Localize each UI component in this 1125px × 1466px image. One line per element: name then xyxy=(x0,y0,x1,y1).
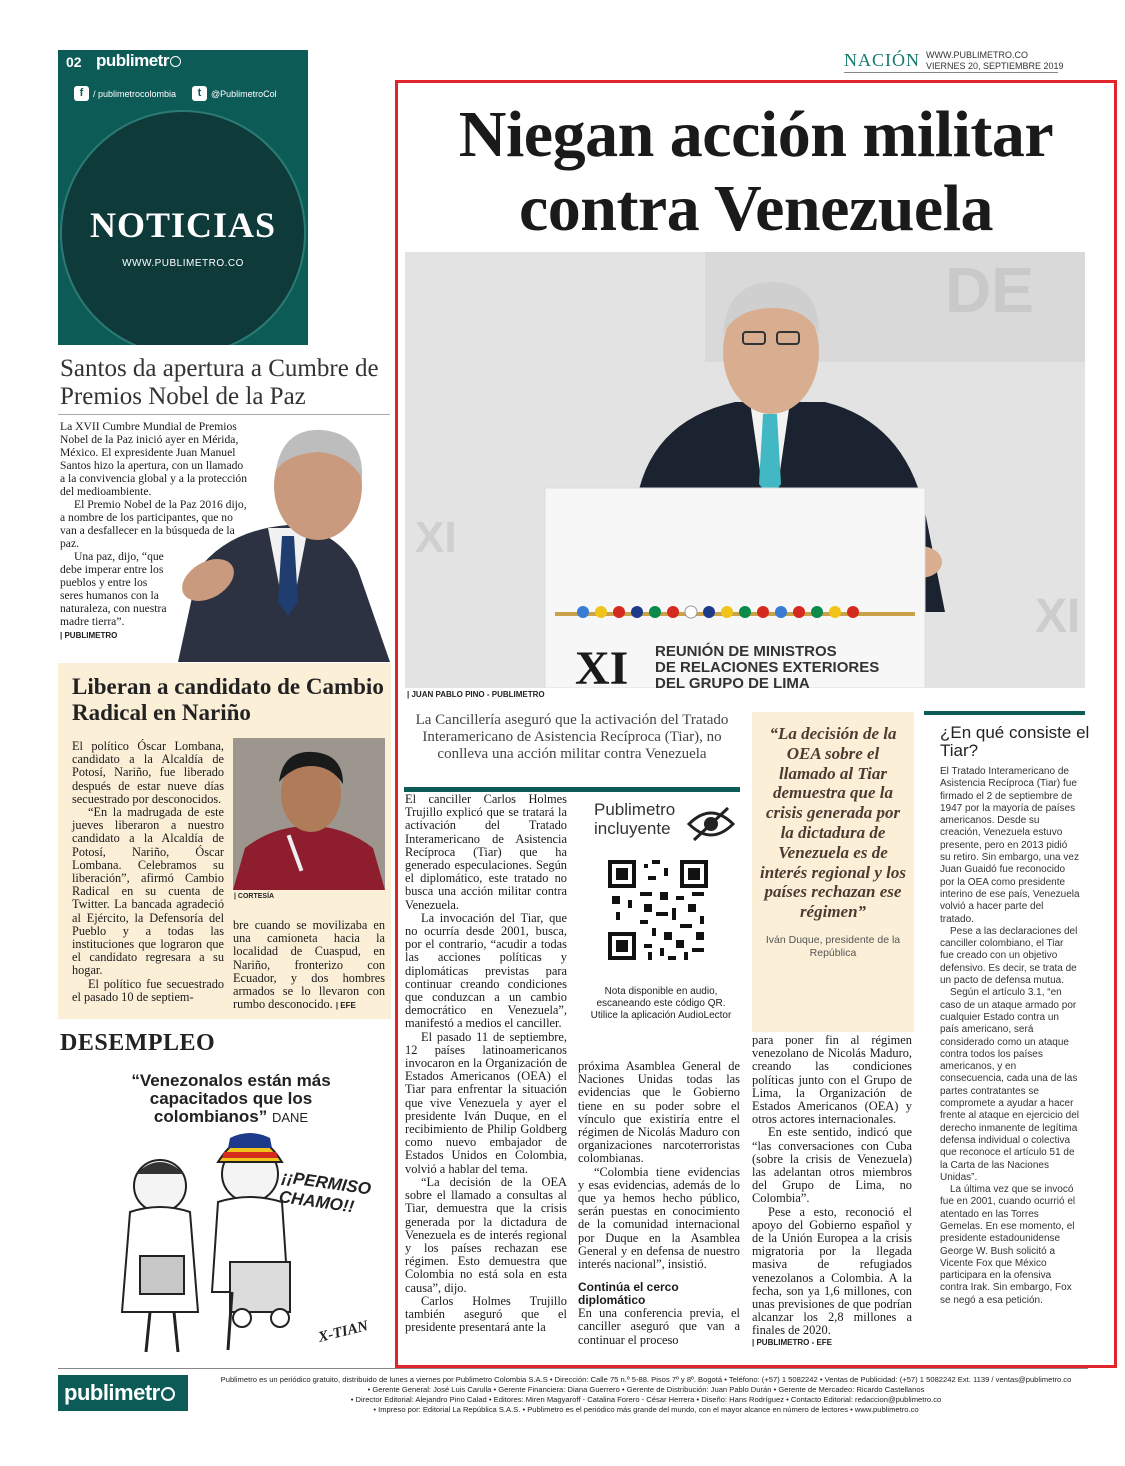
accessibility-title: Publimetro incluyente xyxy=(594,800,676,838)
photo-credit: | JUAN PABLO PINO - PUBLIMETRO xyxy=(407,690,545,699)
brand-logo: publimetr xyxy=(96,51,181,71)
twitter-icon: t xyxy=(192,86,207,101)
eye-icon xyxy=(686,804,736,844)
paragraph: “La decisión de la OEA sobre el llamado a consultas al Tiar, demuestra que la crisis generada por la dictadura de Venezuela es de interés regional y los países rechazan ese régimen. Esto demuestra que Colombia no está sola en esta causa”, dijo. xyxy=(405,1174,567,1295)
paragraph: El canciller Carlos Holmes Trujillo explicó que se tratará la activación del Tratado Interamericano de Asistencia Recíproca (Tiar) que ha generado especulaciones. Según el diplomático, este tratado no busca una acción militar contra Venezuela. xyxy=(405,792,567,912)
cartoon-signature: X-TIAN xyxy=(316,1318,370,1346)
issue-date: VIERNES 20, SEPTIEMBRE 2019 xyxy=(926,61,1064,71)
desempleo-heading: DESEMPLEO xyxy=(60,1030,216,1056)
section-badge-url: WWW.PUBLIMETRO.CO xyxy=(122,258,244,269)
paragraph: En este sentido, indicó que “las conversaciones con Cuba (sobre la crisis de Venezuela) las adelantan otros miembros del Grupo de Lima, no Colombia”. xyxy=(752,1125,912,1206)
svg-text:DEL GRUPO DE LIMA: DEL GRUPO DE LIMA xyxy=(655,675,810,688)
paragraph: La invocación del Tiar, que no ocurría desde 2001, busca, por el contrario, “acudir a todas las acciones políticas y diplomáticas previstas para continuar creando condiciones que conduzcan a un cambio democrático en Venezuela”, manifestó a medios el canciller. xyxy=(405,910,567,1031)
pull-quote-text: “La decisión de la OEA sobre el llamado al Tiar demuestra que la crisis generada por la dictadura de Venezuela es de interés regional y los países rechazan ese régimen” xyxy=(760,724,906,922)
paragraph: En una conferencia previa, el canciller aseguró que van a continuar el proceso xyxy=(578,1306,740,1347)
accessibility-note: Nota disponible en audio, escaneando este código QR. Utilice la aplicación AudioLector xyxy=(590,986,732,1021)
section-badge-label: NOTICIAS xyxy=(89,205,277,245)
sidebar-paragraph: El Tratado Interamericano de Asistencia Recíproca (Tiar) fue firmado el 2 de septiembre de 1947 por la mayoría de países americanos. Desde su creación, Venezuela estuvo presente, pero en 2013 pidió su retiro. Sin embargo, una vez Juan Guaidó fue reconocido por la OEA como presidente interino de ese país, Venezuela volvió a hacer parte del tratado. xyxy=(940,766,1080,925)
main-subhead: La Cancillería aseguró que la activación del Tratado Interamericano de Asistencia Recíproca (Tiar), no conlleva una acción militar contra Venezuela xyxy=(415,712,729,762)
svg-text:XI: XI xyxy=(415,513,457,562)
sidebar-paragraph: Pese a las declaraciones del canciller colombiano, el Tiar fue creado con un objetivo defensivo. Es decir, se trata de un pacto de defensa mutua. xyxy=(940,925,1078,987)
paragraph: Carlos Holmes Trujillo también aseguró que el presidente presentará ante la xyxy=(405,1293,567,1335)
globe-icon xyxy=(170,56,181,67)
accessibility-box xyxy=(578,790,740,1036)
sidebar-title: ¿En qué consiste el Tiar? xyxy=(940,723,1090,760)
article-column-3 xyxy=(752,1034,912,1347)
sidebar-body xyxy=(940,766,1080,1307)
footer-logo: publimetr xyxy=(58,1375,188,1411)
svg-text:DE RELACIONES EXTERIORES: DE RELACIONES EXTERIORES xyxy=(655,659,880,676)
paragraph: El Premio Nobel de la Paz 2016 dijo, a nombre de los participantes, que no van a desfallecer en la búsqueda de la paz. xyxy=(60,498,247,550)
main-headline: Niegan acción militar contra Venezuela xyxy=(458,98,1054,245)
article-column-2 xyxy=(578,1060,740,1347)
pull-quote-attribution: Iván Duque, presidente de la República xyxy=(765,934,901,959)
sidebar-paragraph: La última vez que se invocó fue en 2001, cuando ocurrió el atentado en las Torres Gemelas. En ese momento, el presidente estadounidense George W. Bush solicitó a Vicente Fox que México participara en la ofensiva contra Irak. Sin embargo, Fox se negó a esa petición. xyxy=(940,1184,1076,1306)
section-brand-block xyxy=(58,50,308,345)
site-url: WWW.PUBLIMETRO.CO xyxy=(926,50,1028,60)
paragraph: El pasado 11 de septiembre, 12 países latinoamericanos invocaron en la Organización de Estados Americanos (OEA) el Tiar para enfrentar la situación que vive Venezuela y ayer el presidente Iván Duque, en el recibimiento de Philip Goldberg como nuevo embajador de Estados Unidos en Colombia, volvió a hablar del tema. xyxy=(405,1029,567,1176)
podium-number: XI xyxy=(575,642,629,688)
paragraph: “Colombia tiene evidencias y esas evidencias, además de lo que ya hemos hecho público, serán puestas en conocimiento de la comunidad internacional por Duque en la Asamblea General y en defensa de nuestro interés nacional”, insistió. xyxy=(578,1164,740,1272)
santos-headline: Santos da apertura a Cumbre de Premios Nobel de la Paz xyxy=(60,355,379,410)
article-column-1 xyxy=(405,793,567,1334)
masthead-credits xyxy=(196,1375,1096,1415)
masthead-line: • Gerente General: José Luis Carulla • Gerente Financiera: Diana Guerrero • Gerente de Distribución: Juan Pablo Durán • Gerente de Mercadeo: Ricardo Castellanos xyxy=(367,1385,925,1394)
santos-divider xyxy=(58,414,390,415)
liberan-signature: | EFE xyxy=(335,1001,356,1011)
liberan-column-1 xyxy=(72,740,224,1004)
sidebar-paragraph: Según el artículo 3.1, “en caso de un ataque armado por cualquier Estado contra un país americano, será considerado como un ataque contra todos los países americanos, y en consecuencia, cada una de las partes contratantes se compromete a ayudar a hacer frente al ataque en ejercicio del derecho inmanente de legítima defensa individual o colectiva que reconoce el artículo 51 de la Carta de las Naciones Unidas”. xyxy=(940,987,1079,1183)
editorial-cartoon xyxy=(80,1062,380,1362)
page-number: 02 xyxy=(66,54,82,70)
svg-text:DE: DE xyxy=(945,254,1034,326)
masthead-line: • Director Editorial: Alejandro Pino Calad • Editores: Miren Magyaroff - Catalina Forero - César Herrera • Diseño: Hans Rodríguez • Contacto Editorial: redaccion@publimetro.co xyxy=(350,1395,942,1404)
article-subheading: Continúa el cerco diplomático xyxy=(578,1280,679,1308)
cartoon-speech: ¡¡PERMISO CHAMO!! xyxy=(277,1167,373,1217)
lombana-photo-credit: | CORTESÍA xyxy=(234,893,275,900)
paragraph: Una paz, dijo, “que debe imperar entre los pueblos y entre los seres humanos con la naturaleza, con nuestra madre tierra”. xyxy=(60,550,167,628)
article-signature: | PUBLIMETRO - EFE xyxy=(752,1337,833,1347)
liberan-column-2 xyxy=(233,919,385,1011)
masthead-line: Publimetro es un periódico gratuito, distribuido de lunes a viernes por Publimetro Colombia S.A.S • Dirección: Calle 75 n.º 5-88. Pisos 7º y 8º. Bogotá • Teléfono: (+57) 1 5082242 • Ventas de Publicidad: (+57) 1 5082242 Ext. 1139 / ventas@publimetro.co xyxy=(220,1375,1072,1384)
paragraph: El político Óscar Lombana, candidato a la Alcaldía de Potosí, Nariño, fue liberado después de estar nueve días secuestrado por desconocidos. xyxy=(72,739,224,806)
paragraph: Pese a esto, reconoció el apoyo del Gobierno español y de la Unión Europea a la crisis migratoria por la llegada masiva de refugiados venezolanos a Colombia. A la fecha, son ya 1,6 millones, con unas previsiones de que podrían alcanzar los 2,8 millones a finales de 2020. xyxy=(752,1204,912,1338)
paragraph: para poner fin al régimen venezolano de Nicolás Maduro, creando las condiciones políticas junto con el Grupo de Lima, la Organización de Estados Americanos (OEA) y otros actores internacionales. xyxy=(752,1033,912,1127)
cartoon-source: DANE xyxy=(271,1110,309,1125)
svg-text:XI: XI xyxy=(1035,590,1081,643)
liberan-headline: Liberan a candidato de Cambio Radical en Nariño xyxy=(72,674,384,725)
paragraph: próxima Asamblea General de Naciones Unidas todas las evidencias que le Gobierno tiene en su poder sobre el vínculo que existiría entre el régimen de Nicolás Maduro con organizaciones narcoterroristas colombianas. xyxy=(578,1059,740,1166)
paragraph: “En la madrugada de este jueves liberaron a nuestro candidato a la Alcaldía de Potosí, Nariño, Óscar Lombana. Celebramos su liberación”, afirmó Cambio Radical en su cuenta de Twitter. La bancada agradeció al Ejército, la Defensoría del Pueblo y a todas las instituciones que lograron que el candidato regresara a su hogar. xyxy=(72,805,224,978)
masthead-line: • Impreso por: Editorial La República S.A.S. • Publimetro es el periódico más grande del mundo, con el mayor alcance en número de lectores • www.publimetro.co xyxy=(373,1405,919,1414)
sidebar-divider xyxy=(924,711,1085,715)
twitter-handle[interactable]: t @PublimetroCol xyxy=(192,86,277,101)
facebook-handle[interactable]: f / publimetrocolombia xyxy=(74,86,176,101)
globe-icon xyxy=(161,1387,175,1401)
santos-signature: | PUBLIMETRO xyxy=(60,631,118,640)
lombana-photo xyxy=(233,738,385,890)
svg-text:REUNIÓN DE MINISTROS: REUNIÓN DE MINISTROS xyxy=(655,643,837,660)
header-divider xyxy=(844,72,1058,73)
cartoon-caption: “Venezonalos están más capacitados que los colombianos” DANE xyxy=(131,1071,331,1126)
paragraph: bre cuando se movilizaba en una camioneta hacia la localidad de Cuaspud, en Nariño, fronterizo con Ecuador, y dos hombres armados se lo llevaron con rumbo desconocido. | EFE xyxy=(233,918,385,1012)
section-badge xyxy=(60,110,306,345)
paragraph: La XVII Cumbre Mundial de Premios Nobel de la Paz inició ayer en Mérida, México. El expresidente Juan Manuel Santos hizo la apertura, con un llamado a la convivencia global y a la protección del medioambiente. xyxy=(60,420,248,498)
facebook-icon: f xyxy=(74,86,89,101)
santos-body xyxy=(60,420,250,641)
footer-divider xyxy=(58,1368,1088,1369)
page-meta xyxy=(926,50,1064,72)
pull-quote-box xyxy=(752,712,914,1032)
section-name: NACIÓN xyxy=(844,50,920,70)
qr-code[interactable] xyxy=(608,860,708,960)
main-story-photo xyxy=(405,252,1085,688)
paragraph: El político fue secuestrado el pasado 10 de septiem- xyxy=(72,976,224,1004)
